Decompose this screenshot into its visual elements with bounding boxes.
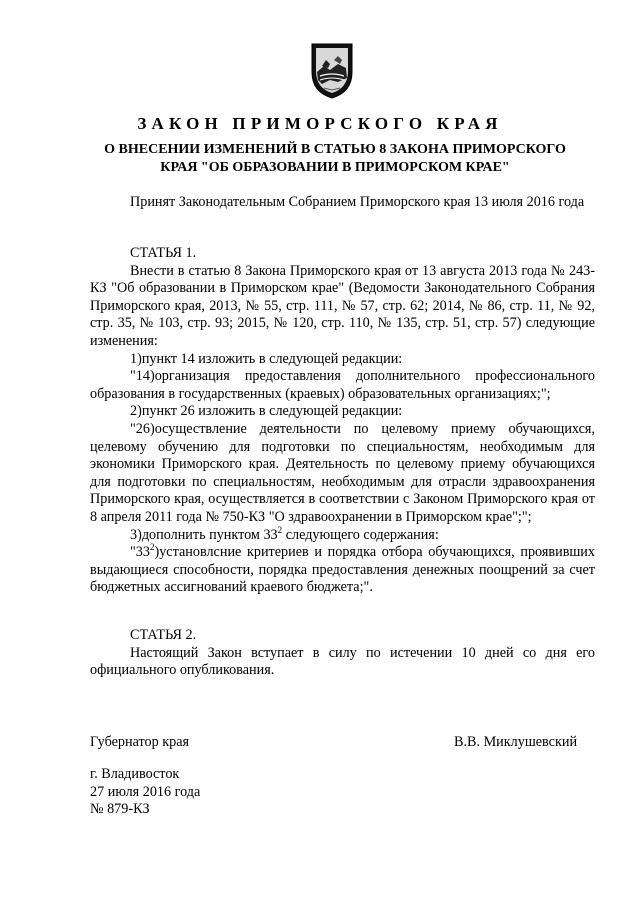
law-subtitle (80, 141, 590, 177)
item-3-heading-after: следующего содержания: (282, 526, 439, 543)
article-1-item-3-text (90, 544, 595, 597)
article-1-item-2-text: "26)осуществление деятельности по целевому приему обучающихся, целевому обучению для подготовки по специальностям, необходимым для экономики Приморского края. Деятельность по целевому приему обучающихся для подготовки по специальностям, необходимым для отрасли здравоохранения Приморского края, осуществляется в соответствии с Законом Приморского края от 8 апреля 2011 года № 750-КЗ "О здравоохранении в Приморском крае";"; (90, 420, 595, 525)
article-2-heading: СТАТЬЯ 2. (130, 627, 197, 643)
signature-position: Губернатор края (90, 734, 190, 750)
article-2 (90, 627, 595, 680)
article-1 (90, 245, 595, 597)
law-number: № 879-КЗ (90, 801, 150, 818)
item-3-heading-superscript: 2 (277, 524, 283, 535)
issue-date: 27 июля 2016 года (90, 783, 201, 800)
article-1-item-1-text: "14)организация предоставления дополнительного профессионального образования в государственных (краевых) образовательных организациях;"; (90, 368, 595, 402)
article-1-item-1-heading: 1)пункт 14 изложить в следующей редакции: (130, 350, 403, 367)
adoption-statement (90, 194, 595, 212)
item-3-text-after: )установлсние критериев и порядка отбора обучающихся, проявивших выдающиеся способности, порядка предоставления денежных поощрений за счет бюджетных ассигнований краевого бюджета;". (90, 544, 595, 596)
adoption-text: Принят Законодательным Собранием Приморского края 13 июля 2016 года (130, 194, 585, 210)
item-3-text-before: "33 (130, 544, 150, 561)
article-1-heading: СТАТЬЯ 1. (130, 245, 197, 261)
item-3-heading-before: 3)дополнить пунктом 33 (130, 526, 278, 543)
issue-details (90, 766, 200, 819)
signature-name: В.В. Миклушевский (454, 734, 578, 750)
issue-city: г. Владивосток (90, 766, 180, 782)
item-3-text-superscript: 2 (149, 542, 155, 553)
law-subtitle-line-2: КРАЯ "ОБ ОБРАЗОВАНИИ В ПРИМОРСКОМ КРАЕ" (160, 160, 510, 175)
article-2-text: Настоящий Закон вступает в силу по истечении 10 дней со дня его официального опубликования. (90, 644, 595, 679)
primorsky-krai-coat-of-arms-icon (308, 42, 356, 100)
article-1-item-3-heading (90, 524, 595, 545)
law-title: ЗАКОН ПРИМОРСКОГО КРАЯ (137, 114, 503, 133)
article-1-intro: Внести в статью 8 Закона Приморского края от 13 августа 2013 года № 243-КЗ "Об образовании в Приморском крае" (Ведомости Законодательного Собрания Приморского края, 2013, № 55, стр. 111, № 57, стр. 62; 2014, № 86, стр. 11, № 92, стр. 35, № 103, стр. 93; 2015, № 120, стр. 110, № 135, стр. 51, стр. 57) следующие изменения: (90, 262, 595, 349)
law-subtitle-line-1: О ВНЕСЕНИИ ИЗМЕНЕНИЙ В СТАТЬЮ 8 ЗАКОНА ПРИМОРСКОГО (104, 142, 566, 157)
article-1-item-2-heading: 2)пункт 26 изложить в следующей редакции: (130, 403, 403, 420)
